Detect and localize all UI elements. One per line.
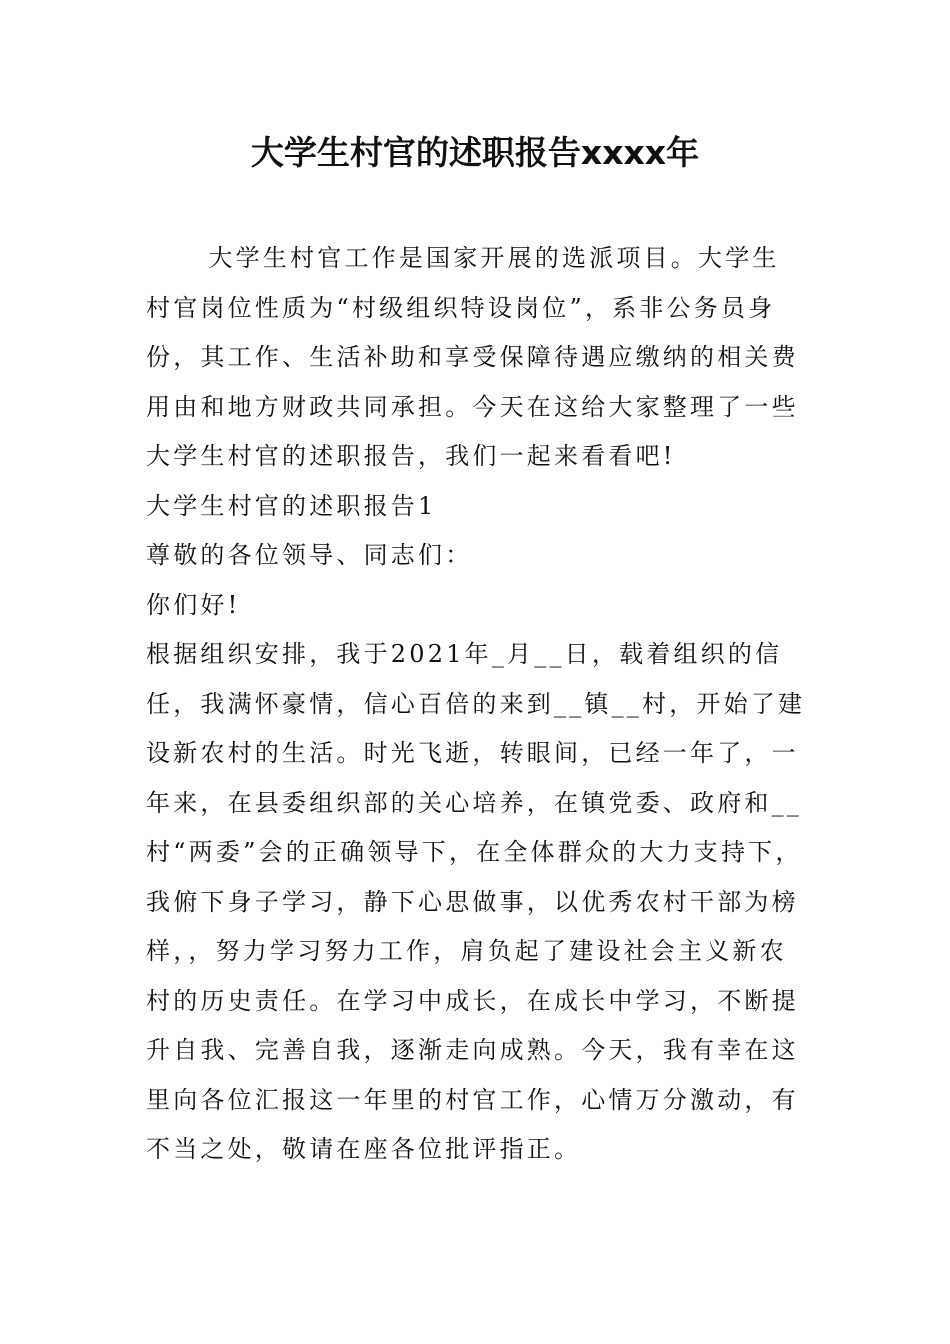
salutation: 尊敬的各位领导、同志们： — [146, 541, 473, 569]
report-heading: 大学生村官的述职报告1 — [146, 491, 437, 520]
document-title: 大学生村官的述职报告xxxx年 — [250, 133, 700, 172]
report-body-paragraph: 根据组织安排，我于2021年_月__日，载着组织的信任，我满怀豪情，信心百倍的来到__镇__村，开始了建设新农村的生活。时光飞逝，转眼间，已经一年了，一年来，在县委组织部的关心培养，在镇党委、政府和__村“两委”会的正确领导下，在全体群众的大力支持下，我俯下身子学习，静下心思做事，以优秀农村干部为榜样，，努力学习努力工作，肩负起了建设社会主义新农村的历史责任。在学习中成长，在成长中学习，不断提升自我、完善自我，逐渐走向成熟。今天，我有幸在这里向各位汇报这一年里的村官工作，心情万分激动，有不当之处，敬请在座各位批评指正。 — [146, 640, 806, 1163]
document-body — [146, 234, 806, 1175]
greeting: 你们好! — [146, 590, 241, 619]
intro-paragraph: 大学生村官工作是国家开展的选派项目。大学生村官岗位性质为“村级组织特设岗位”，系非公务员身份，其工作、生活补助和享受保障待遇应缴纳的相关费用由和地方财政共同承担。今天在这给大家整理了一些大学生村官的述职报告，我们一起来看看吧! — [146, 244, 799, 470]
